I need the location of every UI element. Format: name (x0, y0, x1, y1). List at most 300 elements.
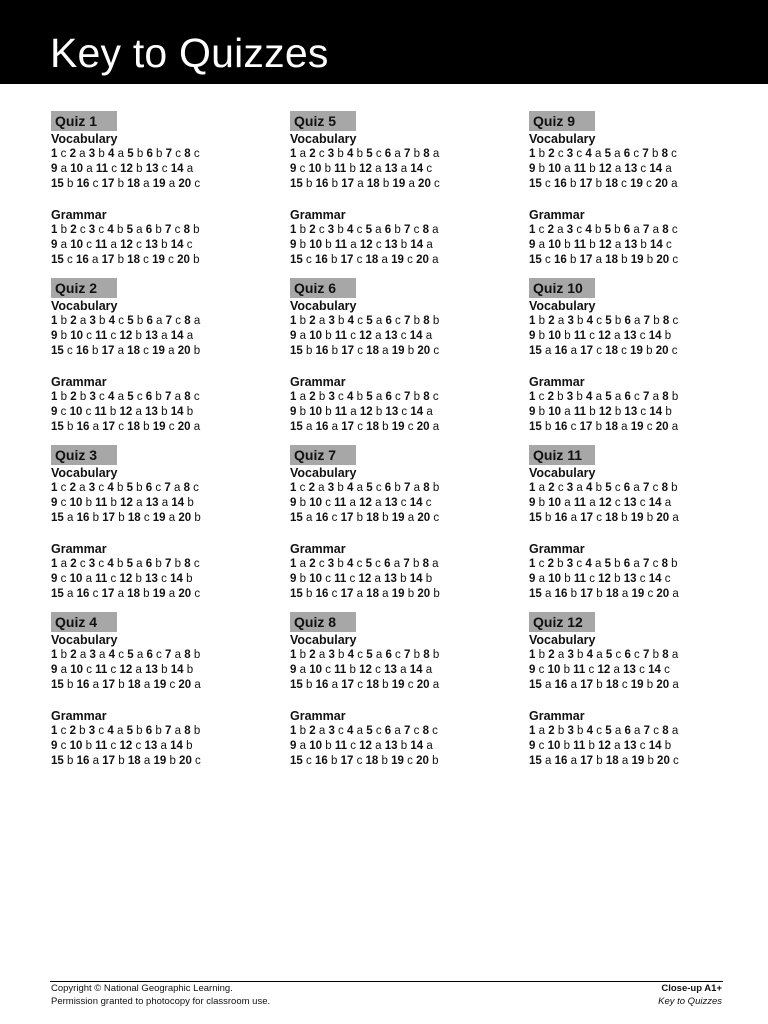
answer-letter: b (299, 406, 307, 418)
answer-letter: a (161, 497, 169, 509)
question-number: 2 (309, 725, 316, 737)
answer-letter: b (432, 315, 440, 327)
question-number: 10 (309, 239, 323, 251)
answer-letter: c (433, 512, 440, 524)
question-number: 12 (119, 664, 133, 676)
question-number: 15 (290, 178, 303, 190)
question-number: 17 (580, 512, 594, 524)
answer-letter: c (60, 406, 67, 418)
answer-letter: a (331, 679, 339, 691)
answer-letter: c (356, 254, 363, 266)
question-number: 10 (309, 497, 323, 509)
question-number: 16 (75, 345, 89, 357)
answer-letter: a (425, 330, 433, 342)
answer-letter: c (672, 315, 679, 327)
answer-letter: c (331, 512, 338, 524)
vocabulary-heading: Vocabulary (51, 633, 118, 647)
question-number: 13 (145, 664, 158, 676)
answer-letter: b (577, 725, 584, 737)
question-number: 8 (662, 391, 669, 403)
answer-letter: a (671, 421, 679, 433)
question-number: 20 (177, 345, 191, 357)
question-number: 15 (51, 345, 64, 357)
answer-letter: b (407, 345, 415, 357)
answer-line (51, 663, 281, 678)
answer-letter: b (110, 497, 117, 509)
question-number: 20 (656, 588, 670, 600)
answer-letter: c (538, 224, 545, 236)
question-number: 6 (385, 315, 392, 327)
answer-line (529, 405, 759, 420)
answer-letter: b (325, 740, 332, 752)
answer-letter: b (564, 573, 571, 585)
answer-letter: c (639, 740, 646, 752)
answer-letter: c (639, 664, 645, 676)
question-number: 2 (70, 391, 77, 403)
question-number: 1 (290, 725, 297, 737)
answer-line (290, 314, 520, 329)
answer-letter: c (92, 178, 99, 190)
answer-letter: b (564, 239, 571, 251)
answer-letter: a (356, 725, 364, 737)
question-number: 14 (648, 573, 662, 585)
answer-line (290, 572, 520, 587)
answer-letter: b (671, 482, 678, 494)
question-number: 12 (598, 163, 612, 175)
answer-letter: a (156, 315, 163, 327)
answer-letter: c (395, 391, 401, 403)
question-number: 12 (598, 330, 611, 342)
question-number: 5 (366, 482, 373, 494)
answer-letter: b (116, 558, 124, 570)
vocabulary-heading: Vocabulary (529, 299, 596, 313)
question-number: 19 (391, 421, 405, 433)
question-number: 18 (605, 421, 618, 433)
quiz-label: Quiz 9 (529, 111, 595, 131)
answer-letter: c (426, 163, 433, 175)
question-number: 18 (366, 178, 380, 190)
answer-letter: c (671, 224, 678, 236)
question-number: 1 (529, 558, 536, 570)
question-number: 19 (153, 679, 167, 691)
question-number: 7 (404, 148, 411, 160)
question-number: 16 (554, 512, 568, 524)
answer-letter: a (117, 391, 125, 403)
question-number: 10 (548, 239, 562, 251)
question-number: 2 (547, 558, 554, 570)
answer-letter: b (118, 512, 125, 524)
answer-letter: c (135, 740, 142, 752)
answer-line (51, 329, 281, 344)
question-number: 11 (95, 740, 108, 752)
question-number: 5 (605, 391, 612, 403)
answer-letter: a (665, 163, 672, 175)
question-number: 17 (579, 421, 593, 433)
answer-letter: b (143, 588, 150, 600)
answer-letter: a (299, 740, 307, 752)
question-number: 19 (152, 421, 166, 433)
answer-letter: b (664, 330, 672, 342)
question-number: 3 (89, 315, 96, 327)
question-number: 7 (404, 725, 411, 737)
quiz-label: Quiz 3 (51, 445, 117, 465)
question-number: 1 (51, 224, 58, 236)
question-number: 4 (586, 315, 594, 327)
question-number: 5 (127, 315, 134, 327)
answer-letter: a (60, 558, 68, 570)
question-number: 6 (145, 391, 153, 403)
section-gap (290, 526, 520, 541)
question-number: 19 (391, 679, 405, 691)
question-number: 5 (127, 649, 134, 661)
answer-line (51, 162, 281, 177)
answer-letter: b (67, 421, 74, 433)
answer-letter: b (325, 406, 332, 418)
answer-line (290, 405, 520, 420)
answer-letter: c (432, 391, 439, 403)
answer-letter: c (634, 391, 640, 403)
answer-letter: b (306, 588, 313, 600)
question-number: 8 (183, 224, 190, 236)
answer-letter: a (60, 664, 68, 676)
answer-letter: a (538, 573, 546, 585)
question-number: 16 (76, 421, 90, 433)
answer-letter: b (382, 679, 389, 691)
question-number: 16 (75, 254, 89, 266)
question-number: 3 (327, 224, 335, 236)
answer-letter: b (671, 558, 678, 570)
question-number: 18 (127, 755, 141, 767)
question-number: 10 (309, 573, 323, 585)
question-number: 13 (384, 330, 398, 342)
answer-letter: b (413, 391, 421, 403)
answer-letter: a (652, 224, 660, 236)
question-number: 14 (170, 573, 183, 585)
question-number: 8 (423, 315, 430, 327)
question-number: 2 (69, 725, 76, 737)
question-number: 10 (70, 330, 84, 342)
answer-letter: c (407, 755, 413, 767)
answer-letter: b (136, 315, 144, 327)
book-title: Close-up A1+ (661, 983, 722, 994)
question-number: 17 (102, 421, 116, 433)
answer-letter: a (633, 224, 640, 236)
grammar-heading: Grammar (529, 208, 585, 222)
question-number: 17 (102, 755, 116, 767)
grammar-heading: Grammar (51, 375, 107, 389)
answer-letter: a (174, 649, 182, 661)
answer-line (529, 420, 759, 435)
answer-letter: b (577, 649, 584, 661)
answer-letter: b (193, 725, 201, 737)
question-number: 19 (391, 512, 405, 524)
answer-letter: b (337, 482, 344, 494)
answer-letter: a (426, 740, 433, 752)
answer-letter: a (432, 148, 440, 160)
question-number: 10 (548, 406, 562, 418)
question-number: 10 (548, 573, 562, 585)
answer-letter: b (432, 755, 439, 767)
answer-letter: a (375, 315, 383, 327)
answer-letter: a (408, 178, 415, 190)
question-number: 12 (359, 163, 372, 175)
answer-letter: b (60, 315, 68, 327)
answer-letter: c (175, 148, 182, 160)
answer-letter: b (614, 224, 621, 236)
answer-letter: a (299, 330, 307, 342)
answer-letter: b (330, 755, 338, 767)
answer-letter: b (375, 406, 383, 418)
answer-letter: a (671, 178, 678, 190)
answer-letter: b (306, 345, 313, 357)
question-number: 3 (328, 649, 335, 661)
answer-letter: c (349, 573, 356, 585)
question-number: 5 (604, 558, 611, 570)
question-number: 16 (315, 345, 329, 357)
question-number: 4 (107, 558, 114, 570)
grammar-heading: Grammar (290, 208, 346, 222)
answer-letter: c (621, 178, 627, 190)
question-number: 13 (623, 497, 637, 509)
answer-letter: c (614, 497, 621, 509)
answer-letter: c (413, 224, 420, 236)
answer-letter: b (589, 239, 596, 251)
question-number: 11 (95, 573, 108, 585)
question-number: 20 (657, 755, 670, 767)
answer-letter: b (538, 330, 546, 342)
answer-letter: b (665, 406, 672, 418)
answer-letter: c (666, 239, 672, 251)
question-number: 14 (171, 497, 185, 509)
question-number: 16 (554, 421, 568, 433)
question-number: 19 (391, 588, 405, 600)
question-number: 9 (290, 330, 297, 342)
grammar-heading: Grammar (290, 709, 346, 723)
question-number: 1 (290, 649, 297, 661)
question-number: 4 (585, 224, 592, 236)
answer-letter: a (306, 421, 313, 433)
answer-letter: a (79, 148, 86, 160)
answer-letter: c (589, 573, 595, 585)
question-number: 16 (314, 755, 328, 767)
question-number: 6 (384, 482, 392, 494)
question-number: 18 (127, 421, 140, 433)
answer-line (529, 390, 759, 405)
question-number: 15 (529, 512, 542, 524)
question-number: 10 (70, 239, 84, 251)
answer-letter: a (426, 406, 433, 418)
footer-book-info (658, 983, 722, 1008)
answer-letter: a (110, 239, 117, 251)
question-number: 1 (51, 148, 58, 160)
answer-letter: b (621, 512, 628, 524)
question-number: 4 (586, 482, 593, 494)
answer-letter: a (664, 497, 672, 509)
answer-line (51, 177, 281, 192)
vocabulary-heading: Vocabulary (290, 299, 357, 313)
answer-letter: b (651, 148, 659, 160)
question-number: 9 (290, 497, 297, 509)
answer-letter: c (98, 725, 105, 737)
answer-letter: a (318, 649, 326, 661)
question-number: 18 (127, 254, 140, 266)
question-number: 4 (347, 558, 354, 570)
question-number: 7 (165, 148, 173, 160)
answer-letter: c (545, 254, 551, 266)
grammar-heading: Grammar (290, 375, 346, 389)
answer-letter: b (67, 178, 74, 190)
answer-letter: a (92, 679, 100, 691)
question-number: 19 (391, 755, 404, 767)
answer-letter: c (156, 649, 162, 661)
question-number: 3 (328, 725, 335, 737)
question-number: 16 (315, 178, 329, 190)
question-number: 12 (598, 497, 612, 509)
answer-letter: c (143, 254, 149, 266)
quiz-label: Quiz 11 (529, 445, 595, 465)
answer-letter: a (375, 497, 382, 509)
answer-letter: b (596, 588, 603, 600)
answer-letter: a (557, 649, 565, 661)
question-number: 5 (605, 315, 612, 327)
answer-letter: a (375, 740, 382, 752)
quiz-label: Quiz 5 (290, 111, 356, 131)
answer-letter: c (194, 588, 201, 600)
question-number: 6 (623, 558, 631, 570)
answer-letter: c (79, 558, 86, 570)
question-number: 17 (341, 178, 355, 190)
answer-letter: b (116, 482, 124, 494)
answer-letter: a (382, 588, 389, 600)
answer-letter: a (136, 649, 144, 661)
answer-letter: a (79, 482, 86, 494)
answer-line (51, 572, 281, 587)
answer-letter: b (117, 178, 124, 190)
answer-letter: c (318, 224, 325, 236)
grammar-heading: Grammar (529, 375, 585, 389)
answer-letter: a (117, 148, 125, 160)
answer-line (290, 481, 520, 496)
answer-letter: c (338, 391, 344, 403)
answer-line (529, 481, 759, 496)
answer-letter: b (577, 315, 584, 327)
vocabulary-heading: Vocabulary (51, 299, 118, 313)
question-number: 18 (127, 588, 140, 600)
answer-letter: b (85, 740, 92, 752)
answer-letter: c (318, 558, 325, 570)
answer-letter: b (186, 664, 194, 676)
question-number: 2 (70, 224, 77, 236)
question-number: 20 (655, 421, 669, 433)
question-number: 16 (314, 254, 328, 266)
answer-letter: a (614, 391, 622, 403)
question-number: 9 (529, 406, 536, 418)
answer-letter: b (109, 406, 117, 418)
answer-letter: c (193, 482, 199, 494)
question-number: 20 (656, 512, 670, 524)
question-number: 3 (566, 224, 574, 236)
answer-letter: b (614, 573, 621, 585)
question-number: 17 (579, 254, 593, 266)
answer-letter: a (576, 482, 583, 494)
question-number: 1 (51, 649, 58, 661)
answer-letter: c (193, 558, 200, 570)
answer-letter: c (652, 482, 659, 494)
answer-letter: b (538, 406, 546, 418)
answer-letter: b (60, 224, 68, 236)
question-number: 8 (184, 391, 191, 403)
question-number: 4 (107, 482, 114, 494)
answer-letter: c (110, 330, 117, 342)
footer-copyright (51, 983, 270, 1008)
answer-letter: b (92, 512, 100, 524)
question-number: 13 (384, 664, 397, 676)
question-number: 18 (605, 345, 618, 357)
question-number: 17 (341, 421, 355, 433)
answer-letter: a (381, 254, 388, 266)
page-title: Key to Quizzes (50, 30, 329, 76)
question-number: 1 (51, 391, 58, 403)
answer-letter: a (299, 558, 307, 570)
question-number: 4 (108, 391, 115, 403)
question-number: 6 (624, 391, 631, 403)
question-number: 8 (661, 482, 668, 494)
question-number: 4 (585, 558, 592, 570)
question-number: 14 (170, 740, 183, 752)
question-number: 13 (384, 163, 398, 175)
answer-line (529, 223, 759, 238)
question-number: 6 (384, 725, 392, 737)
question-number: 2 (309, 391, 316, 403)
question-number: 3 (327, 558, 335, 570)
answer-line (529, 648, 759, 663)
question-number: 19 (630, 254, 644, 266)
answer-line (290, 587, 520, 602)
question-number: 13 (384, 740, 398, 752)
question-number: 15 (51, 755, 64, 767)
question-number: 15 (290, 345, 303, 357)
question-number: 14 (410, 740, 424, 752)
answer-letter: b (299, 497, 307, 509)
answer-letter: a (136, 497, 143, 509)
question-number: 4 (347, 725, 354, 737)
question-number: 16 (315, 679, 329, 691)
answer-letter: a (614, 163, 622, 175)
question-number: 6 (623, 482, 631, 494)
answer-letter: c (99, 391, 105, 403)
answer-line (51, 587, 281, 602)
question-number: 12 (598, 573, 611, 585)
answer-letter: b (413, 649, 421, 661)
question-number: 9 (529, 163, 536, 175)
quiz-label: Quiz 10 (529, 278, 595, 298)
answer-letter: a (135, 664, 142, 676)
answer-letter: a (613, 664, 620, 676)
answer-letter: c (671, 148, 677, 160)
answer-letter: a (594, 148, 602, 160)
question-number: 19 (392, 178, 406, 190)
answer-letter: b (589, 406, 596, 418)
question-number: 17 (580, 588, 594, 600)
question-number: 7 (404, 391, 411, 403)
answer-line (529, 724, 759, 739)
answer-letter: c (400, 497, 407, 509)
question-number: 19 (152, 512, 166, 524)
answer-letter: a (570, 512, 578, 524)
answer-letter: b (135, 573, 142, 585)
answer-letter: a (318, 725, 326, 737)
answer-letter: b (538, 315, 546, 327)
